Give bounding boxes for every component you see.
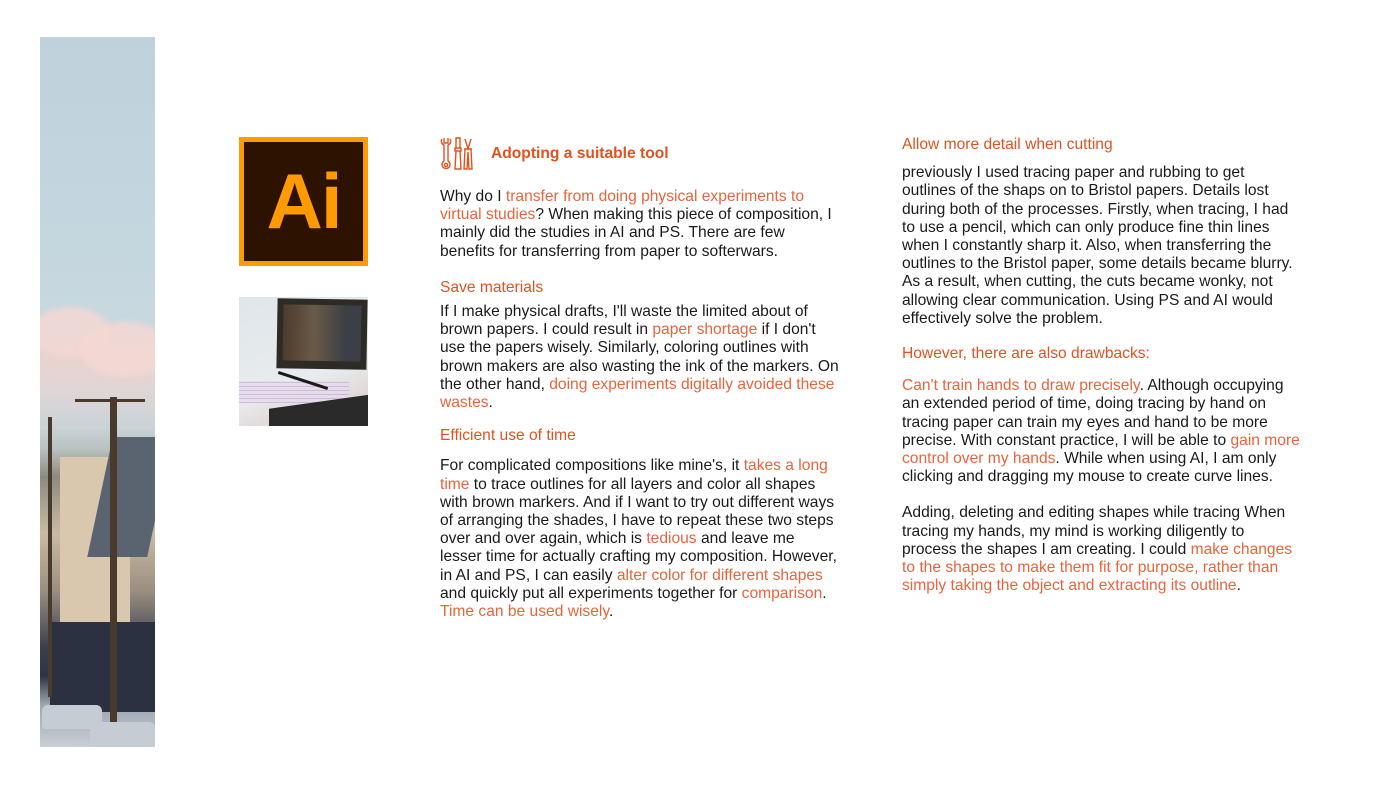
- column-right: [902, 136, 1302, 595]
- body-text: .: [488, 394, 493, 412]
- body-text: .: [609, 603, 614, 621]
- car: [90, 722, 155, 747]
- body-text: .: [822, 584, 827, 602]
- utility-pole-crossarm: [75, 399, 145, 402]
- section-title-row: [440, 136, 840, 172]
- utility-pole: [48, 417, 52, 697]
- tools-icon: [440, 136, 474, 172]
- detail-paragraph: [902, 164, 1302, 328]
- artwork: [283, 304, 362, 361]
- body-text: previously I used tracing paper and rubbing to get outlines of the shaps on to Bristol papers. Details lost during both of the processes. Firstly, when tracing, I had to use a pencil, which can only produce fine thin lines when I constantly sharp it. Also, when transferring the outlines to the Bristol paper, some details became blurry. As a result, when cutting, the cuts became wonky, not allowing clear communication. Using PS and AI would effectively solve the problem.: [902, 164, 1293, 327]
- body-text: Why do I: [440, 188, 506, 205]
- body-text: . While when using AI, I am only clicking and dragging my mouse to create curve lines.: [902, 450, 1277, 486]
- column-left: [440, 136, 840, 621]
- highlighted-text: tedious: [646, 530, 697, 548]
- highlighted-text: transfer from doing physical experiments to virtual studies: [440, 188, 805, 224]
- street-photo: [40, 37, 155, 747]
- utility-pole: [110, 397, 117, 747]
- efficient-time-heading: Efficient use of time: [440, 427, 576, 445]
- highlighted-text: make changes to the shapes to make them fit for purpose, rather than simply taking the object and extracting its outline: [902, 540, 1293, 595]
- highlighted-text: doing experiments digitally avoided these wastes: [440, 375, 835, 412]
- desk-photo: [239, 297, 368, 426]
- highlighted-text: paper shortage: [652, 321, 758, 339]
- save-materials-heading: Save materials: [440, 278, 544, 296]
- body-text: .: [1236, 577, 1241, 595]
- body-text: If I make physical drafts, I'll waste the limited about of brown papers. I could result in: [440, 303, 808, 339]
- drawbacks-paragraph: [902, 377, 1302, 486]
- efficient-time-paragraph: [440, 457, 840, 621]
- body-text: . Although occupying an extended period of time, doing tracing by hand on tracing paper can train my eyes and hand to be more precise. With constant practice, I will be able to: [902, 377, 1284, 449]
- storefront: [50, 622, 155, 712]
- intro-paragraph: [440, 188, 840, 261]
- body-text: ? When making this piece of composition, I mainly did the studies in AI and PS. There are few benefits for transferring from paper to softerwars.: [440, 206, 832, 260]
- illustrator-logo-text: Ai: [244, 142, 363, 261]
- detail-heading: Allow more detail when cutting: [902, 136, 1113, 153]
- body-text: and quickly put all experiments together for: [440, 584, 742, 602]
- framed-artwork: [276, 298, 367, 370]
- highlighted-text: gain more control over my hands: [902, 431, 1300, 468]
- body-text: Adding, deleting and editing shapes while tracing When tracing my hands, my mind is working diligently to process the shapes I am creating. I could: [902, 504, 1286, 558]
- highlighted-text: Can't train hands to draw precisely: [902, 377, 1140, 395]
- editing-paragraph: [902, 504, 1302, 595]
- body-text: and leave me lesser time for actually crafting my composition. However, in AI and PS, I can easily: [440, 530, 837, 584]
- drawbacks-heading: However, there are also drawbacks:: [902, 345, 1150, 363]
- cloud: [80, 322, 155, 377]
- section-title: Adopting a suitable tool: [491, 144, 669, 162]
- body-text: if I don't use the papers wisely. Similarly, coloring outlines with brown makers are also wasting the ink of the markers. On the other hand,: [440, 321, 839, 393]
- highlighted-text: alter color for different shapes: [616, 566, 823, 584]
- body-text: to trace outlines for all layers and color all shapes with brown markers. And if I want to try out different ways of arranging the shades, I have to repeat these two steps over and over again, which is: [440, 475, 835, 548]
- highlighted-text: takes a long time: [440, 457, 828, 493]
- illustrator-logo: [239, 137, 368, 266]
- highlighted-text: Time can be used wisely: [440, 603, 610, 621]
- body-text: For complicated compositions like mine's, it: [440, 457, 744, 475]
- highlighted-text: comparison: [741, 584, 823, 602]
- save-materials-paragraph: [440, 303, 840, 412]
